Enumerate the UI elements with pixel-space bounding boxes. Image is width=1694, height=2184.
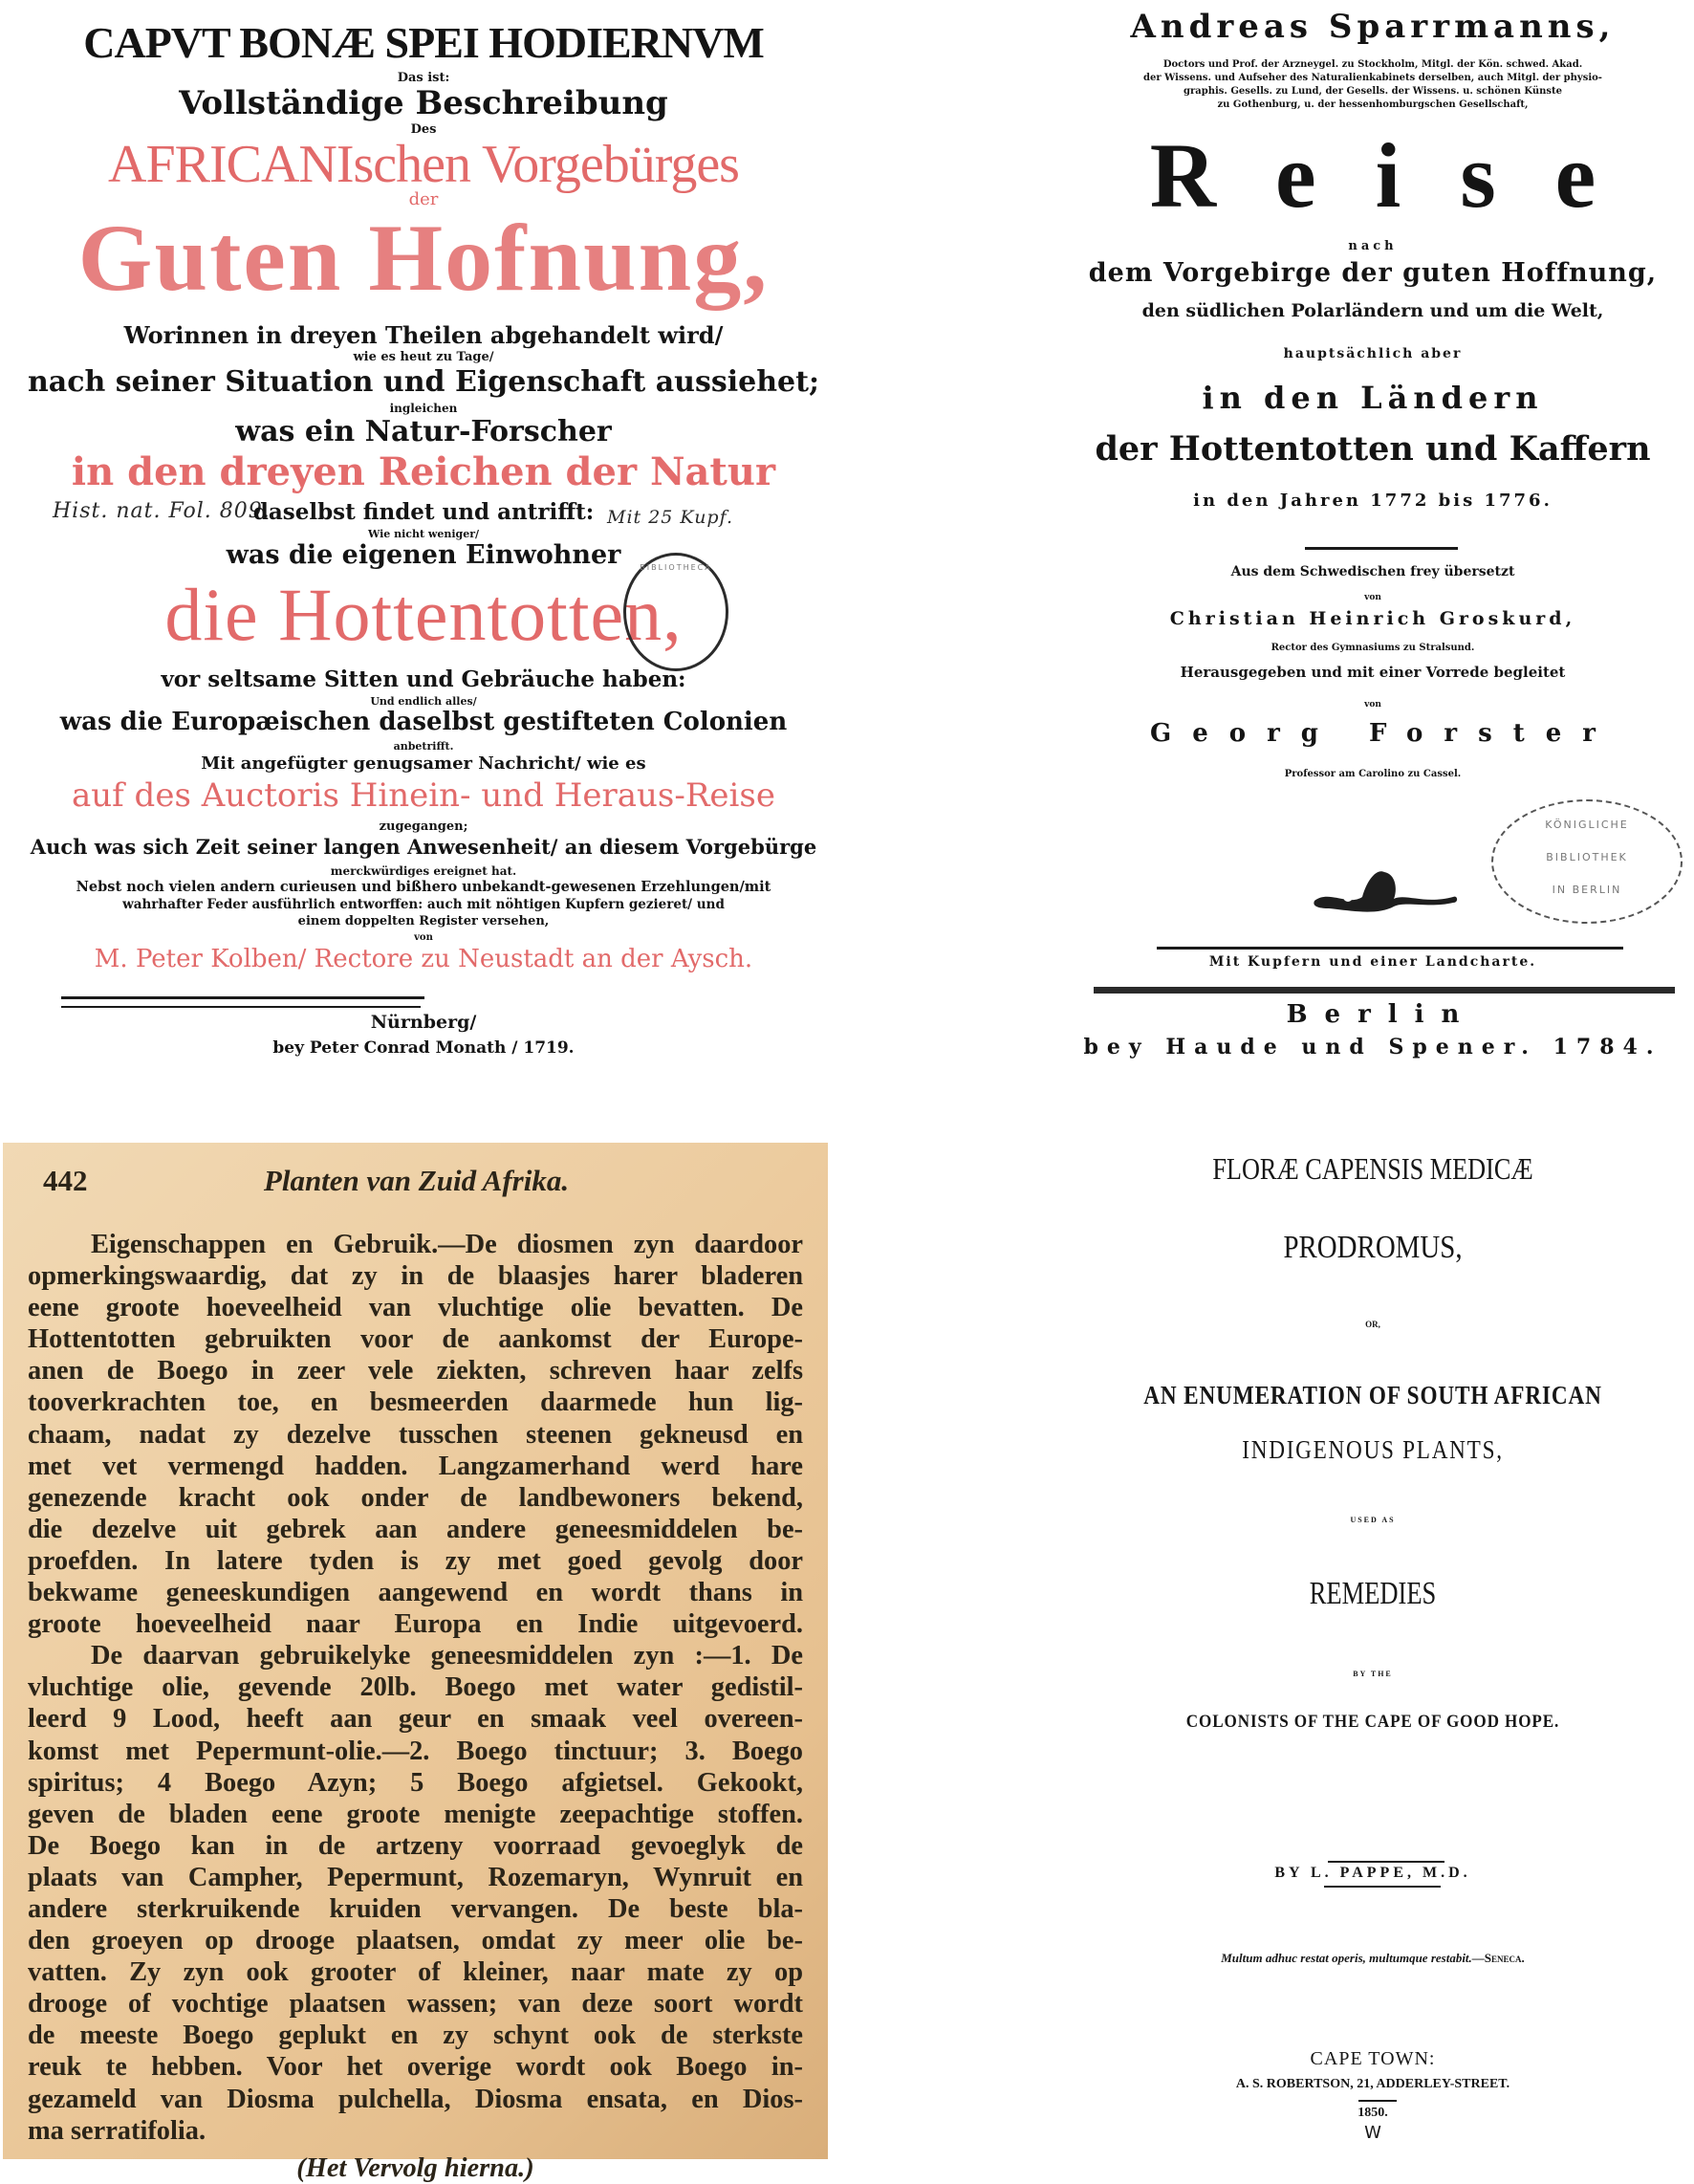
body-line: De daarvan gebruikelyke geneesmiddelen zyn :—1. De (91, 1641, 803, 1671)
place-nuernberg: Nürnberg/ (370, 1012, 477, 1033)
epigraph-seneca (1052, 1951, 1694, 1966)
und-endlich-alles: Und endlich alles/ (370, 695, 477, 708)
body-line: proefden. In latere tyden is zy met goed gevolg door (28, 1545, 803, 1576)
credentials-line-3: graphis. Gesells. zu Lund, der Gesells. der Wissens. u. schönen Künste (1184, 86, 1562, 97)
translator-title: Rector des Gymnasiums zu Stralsund. (1270, 643, 1475, 653)
year-1850: 1850. (1357, 2106, 1388, 2120)
translator-groskurd: Christian Heinrich Groskurd, (1169, 608, 1576, 629)
worinnen-line: Worinnen in dreyen Theilen abgehandelt wird/ (123, 321, 724, 349)
nebst-noch-vielen: Nebst noch vielen andern curieusen und bißhero unbekandt-gewesenen Erzehlungen/mit (76, 879, 771, 895)
publisher-haude-spener-1784: bey Haude und Spener. 1784. (1083, 1035, 1662, 1059)
guten-hofnung: Guten Hofnung, (77, 205, 770, 311)
body-line: Eigenschappen en Gebruik.—De diosmen zyn daardoor (91, 1230, 803, 1259)
body-line: met vet vermengd hadden. Langzamerhand werd hare (28, 1451, 803, 1481)
doppelten-register: einem doppelten Register versehen, (297, 914, 550, 928)
title-caput-bonae-spei: CAPVT BONÆ SPEI HODIERNVM (83, 18, 764, 67)
body-line: chaam, nadat zy dezelve tusschen steenen gekneusd en (28, 1419, 803, 1450)
used-as: USED AS (1350, 1516, 1396, 1524)
editor-georg-forster: Georg Forster (1150, 719, 1617, 748)
body-line: andere sterkruikende kruiden vervangen. De beste bla- (28, 1893, 803, 1924)
short-rule (1305, 547, 1458, 550)
vollstaendige-beschreibung: Vollständige Beschreibung (179, 84, 668, 122)
body-line: vluchtige olie, gevende 20lb. Boego met water gedistil- (28, 1672, 803, 1703)
nach: nach (1348, 239, 1398, 253)
auctoris-reise: auf des Auctoris Hinein- und Heraus-Reise (72, 776, 775, 815)
ingleichen: ingleichen (389, 402, 458, 415)
title-page-kolben-1719 (0, 0, 847, 1100)
remedies: REMEDIES (1309, 1576, 1437, 1611)
body-line: de meeste Boego geplukt en zy schynt ook de sterkste (28, 2020, 803, 2051)
hauptsaechlich-aber: hauptsächlich aber (1283, 346, 1463, 361)
hottentotten-und-kaffern: der Hottentotten und Kaffern (1095, 429, 1651, 469)
rule-above-author (1328, 1861, 1444, 1863)
author-peter-kolben: M. Peter Kolben/ Rectore zu Neustadt an der Aysch. (94, 945, 753, 973)
credentials-line-1: Doctors und Prof. der Arzneygel. zu Stockholm, Mitgl. der Kön. schwed. Akad. (1162, 59, 1583, 70)
body-line: groote hoeveelheid naar Europa en Indie uitgevoerd. (28, 1609, 803, 1640)
author-l-pappe: BY L. PAPPE, M.D. (1274, 1865, 1471, 1881)
title-page-pappe-1850 (1052, 1119, 1694, 2164)
body-line: opmerkingswaardig, dat zy in de blaasjes harer bladeren (28, 1261, 803, 1292)
continued-note: (Het Vervolg hierna.) (296, 2152, 534, 2183)
von-2: von (1364, 700, 1381, 710)
short-rule-above-year (1358, 2100, 1397, 2102)
double-rule-bottom (61, 1006, 421, 1008)
europaeischen-colonien: was die Europæischen daselbst gestifteten Colonien (59, 708, 788, 736)
credentials-line-4: zu Gothenburg, u. der hessenhomburgschen Gesellschaft, (1217, 99, 1529, 110)
jahren-1772-1776: in den Jahren 1772 bis 1776. (1193, 491, 1553, 511)
in-den-laendern: in den Ländern (1202, 380, 1544, 416)
vorgebirge-guten-hoffnung: dem Vorgebirge der guten Hoffnung, (1088, 258, 1658, 288)
zugegangen: zugegangen; (379, 819, 468, 834)
credentials-line-2: der Wissens. und Aufseher des Naturalienkabinets derselben, auch Mitgl. der physio- (1143, 73, 1602, 83)
body-text (28, 1229, 803, 2184)
publisher-robertson: A. S. ROBERTSON, 21, ADDERLEY-STREET. (1235, 2077, 1510, 2091)
colonists-cape-of-good-hope: COLONISTS OF THE CAPE OF GOOD HOPE. (1185, 1712, 1560, 1732)
seltsame-sitten: vor seltsame Sitten und Gebräuche haben: (161, 666, 686, 692)
publisher-monath-1719: bey Peter Conrad Monath / 1719. (272, 1038, 575, 1058)
running-head-title: Planten van Zuid Afrika. (263, 1164, 570, 1197)
body-line: spiritus; 4 Boego Azyn; 5 Boego afgietsel. Gekookt, (28, 1767, 803, 1798)
das-ist: Das ist: (397, 71, 450, 85)
epigraph-source: Seneca. (1484, 1951, 1525, 1965)
body-line: drooge of vochtige plaatsen wassen; van deze soort wordt (28, 1989, 803, 2020)
suedlichen-polarlaendern: den südlichen Polarländern und um die Welt, (1141, 300, 1604, 321)
page-number: 442 (43, 1164, 88, 1197)
place-cape-town: CAPE TOWN: (1310, 2048, 1436, 2069)
library-stamp-oval: KÖNIGLICHE BIBLIOTHEK IN BERLIN (1491, 799, 1683, 924)
der: der (408, 189, 439, 209)
title-florae-capensis-medicae: FLORÆ CAPENSIS MEDICÆ (1212, 1151, 1533, 1186)
body-line: leerd 9 Lood, heeft aan geur en smaak veel overeen- (28, 1704, 803, 1735)
body-line: komst met Pepermunt-olie.—2. Boego tinctuur; 3. Boego (28, 1736, 803, 1766)
epigraph-text: Multum adhuc restat operis, multumque restabit.— (1221, 1951, 1485, 1965)
situation-line: nach seiner Situation und Eigenschaft aussiehet; (27, 365, 820, 399)
body-line: De Boego kan in de artzeny voorraad gevoeglyk de (28, 1830, 803, 1861)
daselbst-findet: daselbst findet und antrifft: (252, 499, 595, 525)
die-hottentotten: die Hottentotten, (164, 573, 683, 656)
running-header (43, 1164, 790, 1202)
body-line: bekwame geneeskundigen aangewend en wordt thans in (28, 1578, 803, 1608)
eigenen-einwohner: was die eigenen Einwohner (226, 540, 621, 570)
ornament-vignette-icon (1310, 861, 1463, 918)
body-line: gezameld van Diosma pulchella, Diosma ensata, en Dios- (28, 2084, 803, 2114)
auch-was-sich: Auch was sich Zeit seiner langen Anwesenheit/ an diesem Vorgebürge (30, 835, 817, 859)
wahrhafter-feder: wahrhafter Feder ausführlich entworffen: auch mit nöhtigen Kupfern gezieret/ und (122, 897, 725, 912)
title-prodromus: PRODROMUS, (1283, 1230, 1463, 1265)
title-page-sparrmann-1784 (1052, 0, 1694, 1100)
wie-es-heut: wie es heut zu Tage/ (353, 350, 494, 364)
body-line: anen de Boego in zeer vele ziekten, schreven haar zelfs (28, 1356, 803, 1387)
africanischen-vorgebuerges: AFRICANIschen Vorgebürges (108, 135, 739, 194)
body-line: plaats van Campher, Pepermunt, Rozemaryn, Wynruit en (28, 1862, 803, 1892)
herausgegeben: Herausgegeben und mit einer Vorrede begleitet (1180, 664, 1566, 681)
dreyen-reichen-der-natur: in den dreyen Reichen der Natur (71, 449, 776, 494)
margin-note-left: Hist. nat. Fol. 809. (53, 499, 271, 523)
anbetrifft: anbetrifft. (393, 740, 454, 753)
wie-nicht-weniger: Wie nicht weniger/ (367, 528, 480, 540)
mit-angefuegter: Mit angefügter genugsamer Nachricht/ wie es (201, 753, 646, 774)
margin-note-right: Mit 25 Kupf. (607, 507, 733, 528)
body-line: ma serratifolia. (28, 2115, 206, 2146)
von: von (414, 932, 433, 943)
mit-kupfern: Mit Kupfern und einer Landcharte. (1208, 954, 1537, 970)
or: OR, (1365, 1320, 1380, 1329)
double-rule-top (61, 996, 424, 999)
subtitle-indigenous-plants: INDIGENOUS PLANTS, (1242, 1435, 1504, 1464)
editor-title: Professor am Carolino zu Cassel. (1284, 769, 1462, 779)
rule-below-author (1324, 1886, 1441, 1888)
author-andreas-sparrmanns: Andreas Sparrmanns, (1130, 8, 1616, 46)
aus-dem-schwedischen: Aus dem Schwedischen frey übersetzt (1230, 564, 1515, 579)
subtitle-enumeration: AN ENUMERATION OF SOUTH AFRICAN (1143, 1381, 1602, 1409)
body-line: eene groote hoeveelheid van vluchtige olie bevatten. De (28, 1293, 803, 1323)
rule-above-plates (1157, 947, 1623, 950)
body-line: den groeyen op drooge plaatsen, omdat zy meer olie be- (28, 1926, 803, 1956)
body-line: genezende kracht ook onder de landbewoners bekend, (28, 1482, 803, 1513)
natur-forscher: was ein Natur-Forscher (235, 415, 612, 448)
merckwuerdiges: merckwürdiges ereignet hat. (330, 864, 517, 878)
place-berlin: Berlin (1286, 1000, 1477, 1029)
thick-double-rule (1094, 987, 1675, 994)
von-1: von (1364, 593, 1381, 602)
page-planten-van-zuid-afrika (3, 1143, 828, 2183)
title-reise: Reise (1149, 124, 1656, 227)
body-line: Hottentotten gebruikten voor de aankomst der Europe- (28, 1324, 803, 1355)
by-the: BY THE (1353, 1670, 1393, 1678)
des: Des (410, 122, 437, 137)
body-line: die dezelve uit gebrek aan andere geneesmiddelen be- (28, 1514, 803, 1544)
stamp-mark-w: W (1364, 2123, 1381, 2143)
body-line: vatten. Zy zyn ook grooter of kleiner, naar mate zy op (28, 1957, 803, 1988)
body-line: tooverkrachten toe, en besmeerden daarmede hun lig- (28, 1387, 803, 1418)
library-stamp-round: BIBLIOTHECA (623, 553, 728, 671)
body-line: geven de bladen eene groote menigte zeepachtige stoffen. (28, 1799, 803, 1829)
body-line: reuk te hebben. Voor het overige wordt ook Boego in- (28, 2052, 803, 2083)
